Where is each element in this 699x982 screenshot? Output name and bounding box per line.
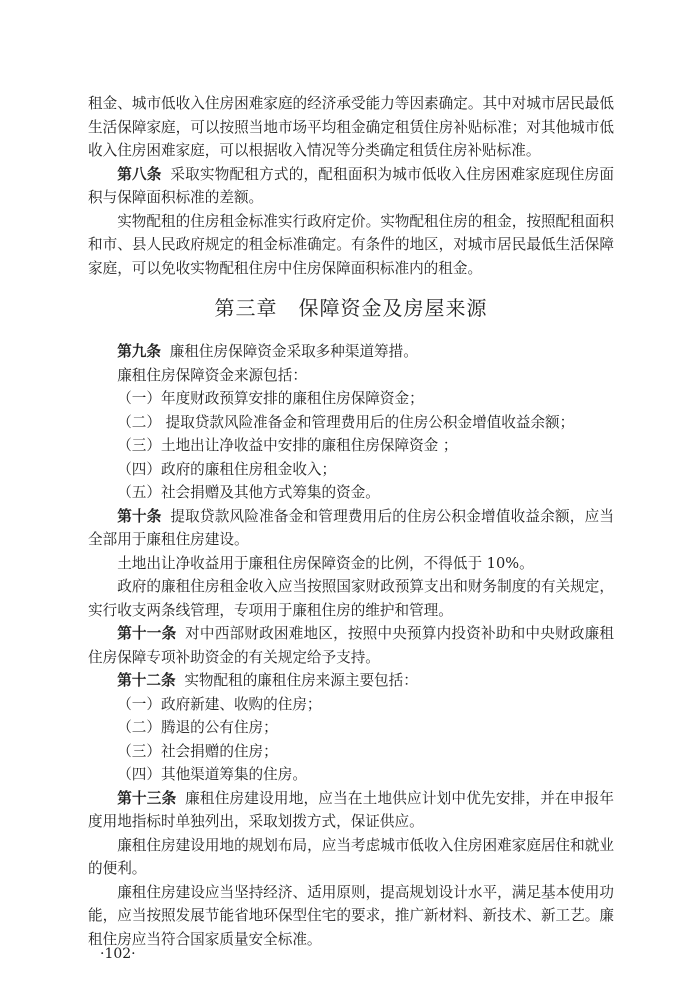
paragraph xyxy=(88,92,614,163)
paragraph-text: （二） 提取贷款风险准备金和管理费用后的住房公积金增值收益余额； xyxy=(117,413,575,431)
paragraph xyxy=(88,163,614,210)
paragraph-text: 土地出让净收益用于廉租住房保障资金的比例，不得低于 10%。 xyxy=(117,554,534,572)
paragraph-text: 租金、城市低收入住房困难家庭的经济承受能力等因素确定。其中对城市居民最低生活保障家庭，可以按照当地市场平均租金确定租赁住房补贴标准；对其他城市低收入住房困难家庭，可以根据收入情况等分类确定租赁住房补贴标准。 xyxy=(88,95,614,159)
paragraph xyxy=(88,552,614,576)
paragraph-text: 政府的廉租住房租金收入应当按照国家财政预算支出和财务制度的有关规定，实行收支两条线管理，专项用于廉租住房的维护和管理。 xyxy=(88,578,614,619)
paragraph-text: （一）政府新建、收购的住房； xyxy=(117,695,322,713)
paragraph-text: 实物配租的廉租住房来源主要包括： xyxy=(184,672,418,689)
paragraph-text: （五）社会捐赠及其他方式筹集的资金。 xyxy=(117,484,380,501)
paragraph xyxy=(88,387,614,411)
paragraph-text: 廉租住房保障资金采取多种渠道筹措。 xyxy=(169,343,418,360)
document-body xyxy=(88,92,614,951)
article-label: 第九条 xyxy=(117,343,161,360)
paragraph xyxy=(88,622,614,669)
paragraph-text: 对中西部财政困难地区，按照中央预算内投资补助和中央财政廉租住房保障专项补助资金的有关规定给予支持。 xyxy=(88,625,614,666)
paragraph xyxy=(88,693,614,717)
article-label: 第八条 xyxy=(117,165,162,183)
paragraph-text: 提取贷款风险准备金和管理费用后的住房公积金增值收益余额，应当全部用于廉租住房建设。 xyxy=(88,507,614,548)
paragraph-text: （四）其他渠道筹集的住房。 xyxy=(117,766,307,783)
section-chapter-3 xyxy=(88,340,614,951)
paragraph xyxy=(88,575,614,622)
paragraph xyxy=(88,740,614,764)
paragraph xyxy=(88,834,614,881)
section-top xyxy=(88,92,614,280)
article-label: 第十三条 xyxy=(117,789,177,807)
paragraph-text: 廉租住房建设用地，应当在土地供应计划中优先安排，并在申报年度用地指标时单独列出，采取划拨方式，保证供应。 xyxy=(88,789,614,830)
paragraph-text: （三）社会捐赠的住房； xyxy=(117,742,278,760)
paragraph xyxy=(88,364,614,388)
paragraph xyxy=(88,481,614,505)
paragraph xyxy=(88,716,614,740)
page-number: ·102· xyxy=(100,946,136,962)
paragraph-text: （二）腾退的公有住房； xyxy=(117,719,278,736)
paragraph xyxy=(88,210,614,281)
paragraph-text: 采取实物配租方式的，配租面积为城市低收入住房困难家庭现住房面积与保障面积标准的差额。 xyxy=(88,165,614,206)
article-label: 第十一条 xyxy=(117,625,177,642)
paragraph-text: 廉租住房建设用地的规划布局，应当考虑城市低收入住房困难家庭居住和就业的便利。 xyxy=(88,836,614,877)
paragraph xyxy=(88,411,614,435)
paragraph xyxy=(88,458,614,482)
paragraph-text: 实物配租的住房租金标准实行政府定价。实物配租住房的租金，按照配租面积和市、县人民政府规定的租金标准确定。有条件的地区，对城市居民最低生活保障家庭，可以免收实物配租住房中住房保障面积标准内的租金。 xyxy=(88,212,614,277)
paragraph xyxy=(88,881,614,952)
article-label: 第十条 xyxy=(117,507,162,525)
paragraph xyxy=(88,787,614,834)
paragraph xyxy=(88,669,614,693)
paragraph xyxy=(88,340,614,364)
paragraph-text: （三）土地出让净收益中安排的廉租住房保障资金 ； xyxy=(117,437,458,454)
article-label: 第十二条 xyxy=(117,672,176,689)
paragraph-text: 廉租住房保障资金来源包括： xyxy=(117,366,307,384)
paragraph xyxy=(88,505,614,552)
paragraph-text: （一）年度财政预算安排的廉租住房保障资金； xyxy=(117,390,424,407)
chapter-title: 第三章 保障资金及房屋来源 xyxy=(214,296,488,320)
paragraph xyxy=(88,434,614,458)
paragraph-text: 廉租住房建设应当坚持经济、适用原则，提高规划设计水平，满足基本使用功能，应当按照发展节能省地环保型住宅的要求，推广新材料、新技术、新工艺。廉租住房应当符合国家质量安全标准。 xyxy=(88,883,614,948)
paragraph xyxy=(88,763,614,787)
paragraph-text: （四）政府的廉租住房租金收入； xyxy=(117,460,337,478)
